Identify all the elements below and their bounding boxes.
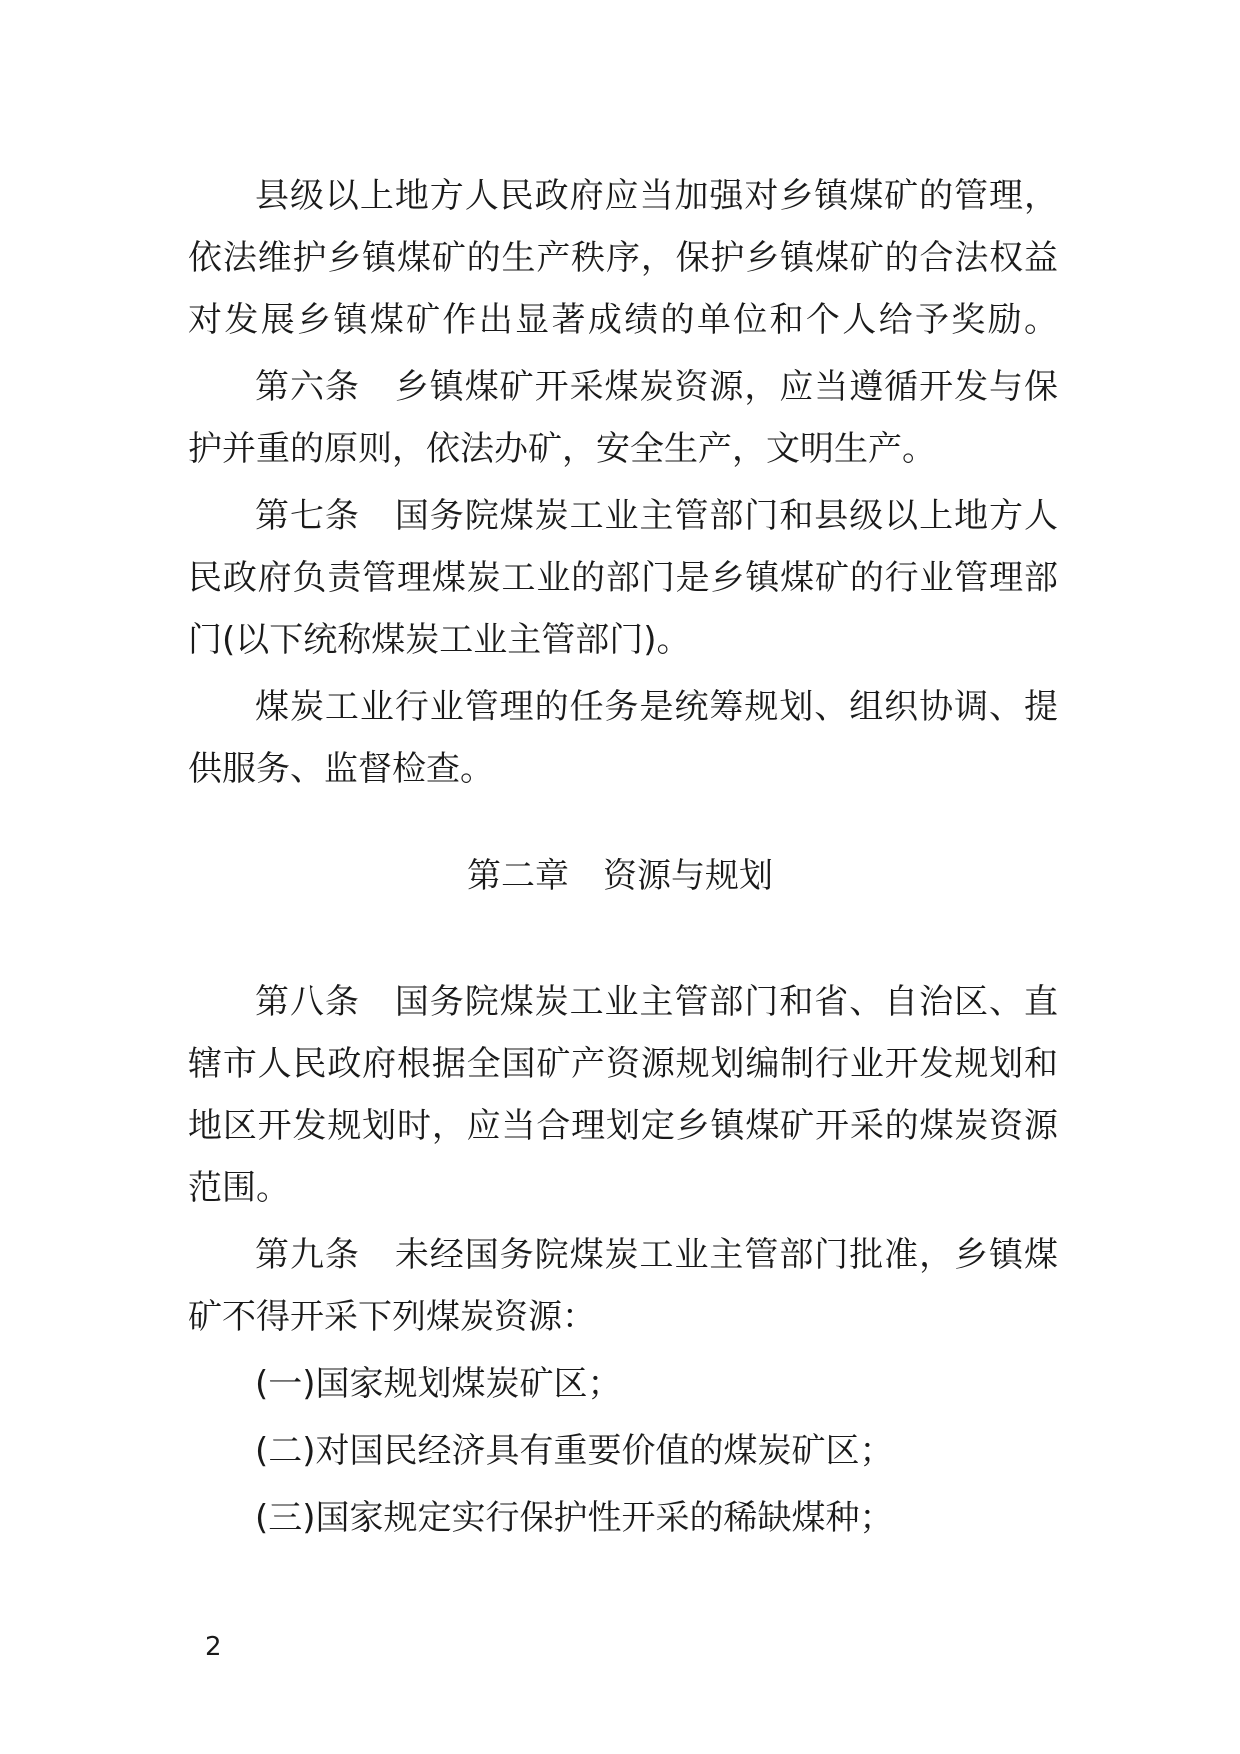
article-6-line: 护并重的原则，依法办矿，安全生产，文明生产。 [188,429,936,469]
paragraph-line: 供服务、监督检查。 [188,749,494,789]
article-9-line: 第九条 未经国务院煤炭工业主管部门批准，乡镇煤 [255,1235,1058,1275]
chapter-heading: 第二章 资源与规划 [467,856,773,896]
article-8-line: 第八条 国务院煤炭工业主管部门和省、自治区、直 [255,982,1058,1022]
article-6-line: 第六条 乡镇煤矿开采煤炭资源，应当遵循开发与保 [255,367,1058,407]
article-7-line: 民政府负责管理煤炭工业的部门是乡镇煤矿的行业管理部 [188,558,1058,598]
paragraph-line: 对发展乡镇煤矿作出显著成绩的单位和个人给予奖励。 [188,300,1058,340]
article-8-line: 辖市人民政府根据全国矿产资源规划编制行业开发规划和 [188,1044,1058,1084]
article-8-line: 地区开发规划时，应当合理划定乡镇煤矿开采的煤炭资源 [188,1106,1058,1146]
list-item: (三)国家规定实行保护性开采的稀缺煤种； [255,1498,894,1538]
article-7-line: 门(以下统称煤炭工业主管部门)。 [188,620,691,660]
article-8-line: 范围。 [188,1168,290,1208]
list-item: (一)国家规划煤炭矿区； [255,1364,622,1404]
list-item: (二)对国民经济具有重要价值的煤炭矿区； [255,1431,894,1471]
article-9-line: 矿不得开采下列煤炭资源： [188,1297,596,1337]
paragraph-line: 县级以上地方人民政府应当加强对乡镇煤矿的管理， [255,176,1058,216]
article-7-line: 第七条 国务院煤炭工业主管部门和县级以上地方人 [255,496,1058,536]
paragraph-line: 煤炭工业行业管理的任务是统筹规划、组织协调、提 [255,687,1058,727]
paragraph-line: 依法维护乡镇煤矿的生产秩序，保护乡镇煤矿的合法权益 [188,238,1058,278]
page-number: 2 [205,1632,222,1662]
